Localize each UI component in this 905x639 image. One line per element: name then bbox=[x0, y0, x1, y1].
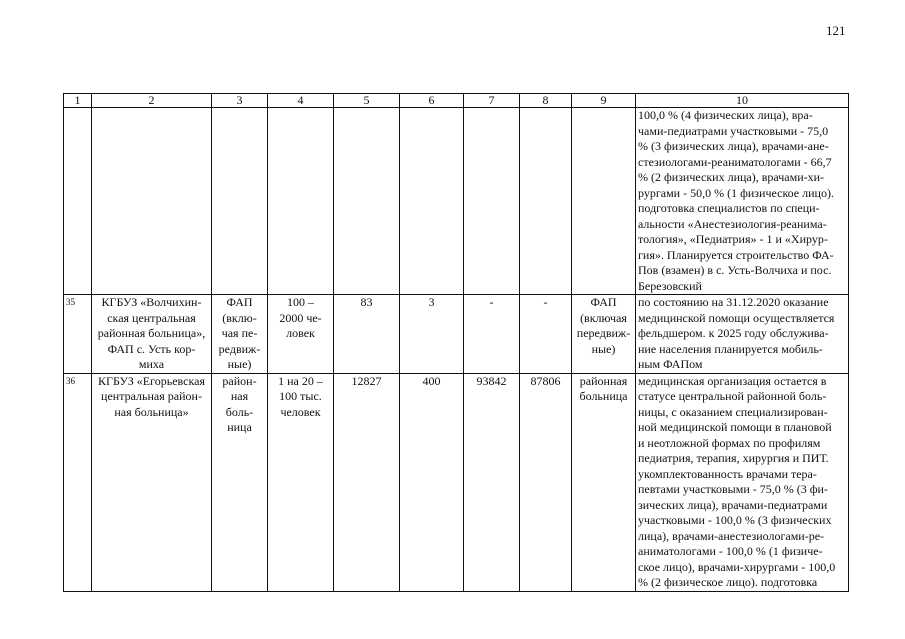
text-line: % (2 физических лица), врачами-хи- bbox=[638, 170, 825, 184]
text-line: % (3 физических лица), врачами-ане- bbox=[638, 139, 829, 153]
organization-cell: КГБУЗ «Егорьевская центральная район- ная больница» bbox=[92, 373, 212, 591]
population-cell: 1 на 20 – 100 тыс. человек bbox=[268, 373, 334, 591]
facility-type-cell: ФАП (вклю- чая пе- редвиж- ные) bbox=[212, 295, 268, 374]
facility-type-cell: район- ная боль- ница bbox=[212, 373, 268, 591]
column-header: 8 bbox=[520, 94, 572, 108]
table-row-continuation bbox=[64, 108, 849, 295]
text-line: подготовка специалистов по специ- bbox=[638, 201, 820, 215]
value-cell: - bbox=[520, 295, 572, 374]
column-header: 10 bbox=[636, 94, 849, 108]
text-line: альности «Анестезиология-реанима- bbox=[638, 216, 827, 231]
table-row bbox=[64, 373, 849, 591]
target-type-cell: ФАП (включая передвиж- ные) bbox=[572, 295, 636, 374]
value-cell: 3 bbox=[400, 295, 464, 374]
data-table bbox=[63, 93, 849, 592]
text-line: Пов (взамен) в с. Усть-Волчиха и пос. bbox=[638, 263, 832, 277]
column-header: 7 bbox=[464, 94, 520, 108]
row-number: 36 bbox=[64, 373, 92, 591]
table-header-row bbox=[64, 94, 849, 108]
value-cell: - bbox=[464, 295, 520, 374]
target-type-cell: районная больница bbox=[572, 373, 636, 591]
page-number: 121 bbox=[826, 23, 846, 38]
description-cell: по состоянию на 31.12.2020 оказание медицинской помощи осуществляется фельдшером. к 2025 году обслужива- ние населения планируется мобиль- ным ФАПом bbox=[636, 295, 849, 374]
value-cell: 83 bbox=[334, 295, 400, 374]
text-line: тология», «Педиатрия» - 1 и «Хирур- bbox=[638, 232, 828, 246]
population-cell: 100 – 2000 че- ловек bbox=[268, 295, 334, 374]
column-header: 2 bbox=[92, 94, 212, 108]
column-header: 1 bbox=[64, 94, 92, 108]
text-line: Березовский bbox=[638, 278, 702, 293]
column-header: 3 bbox=[212, 94, 268, 108]
text-line: гия». Планируется строительство ФА- bbox=[638, 247, 834, 262]
text-line: 100,0 % (4 физических лица), вра- bbox=[638, 108, 813, 122]
row-number: 35 bbox=[64, 295, 92, 374]
column-header: 5 bbox=[334, 94, 400, 108]
organization-cell: КГБУЗ «Волчихин- ская центральная районная больница», ФАП с. Усть кор- миха bbox=[92, 295, 212, 374]
text-line: стезиологами-реаниматологами - 66,7 bbox=[638, 154, 832, 169]
value-cell: 93842 bbox=[464, 373, 520, 591]
description-cell bbox=[636, 108, 849, 295]
value-cell: 87806 bbox=[520, 373, 572, 591]
column-header: 9 bbox=[572, 94, 636, 108]
value-cell: 400 bbox=[400, 373, 464, 591]
table-row bbox=[64, 295, 849, 374]
text-line: чами-педиатрами участковыми - 75,0 bbox=[638, 123, 829, 138]
column-header: 6 bbox=[400, 94, 464, 108]
text-line: рургами - 50,0 % (1 физическое лицо). bbox=[638, 185, 834, 200]
description-cell: медицинская организация остается в статусе центральной районной боль- ницы, с оказанием специализирован- ной медицинской помощи в плановой и неотложной формах по профилям педиатрия, терапия, хирургия и ПИТ. укомплектованность врачами тера- певтами участковыми - 75,0 % (3 фи- зических лица), врачами-педиатрами участковыми - 100,0 % (3 физических лица), врачами-анестезиологами-ре- аниматологами - 100,0 % (1 физиче- ское лицо), врачами-хирургами - 100,0 % (2 физическое лицо). подготовка bbox=[636, 373, 849, 591]
column-header: 4 bbox=[268, 94, 334, 108]
value-cell: 12827 bbox=[334, 373, 400, 591]
